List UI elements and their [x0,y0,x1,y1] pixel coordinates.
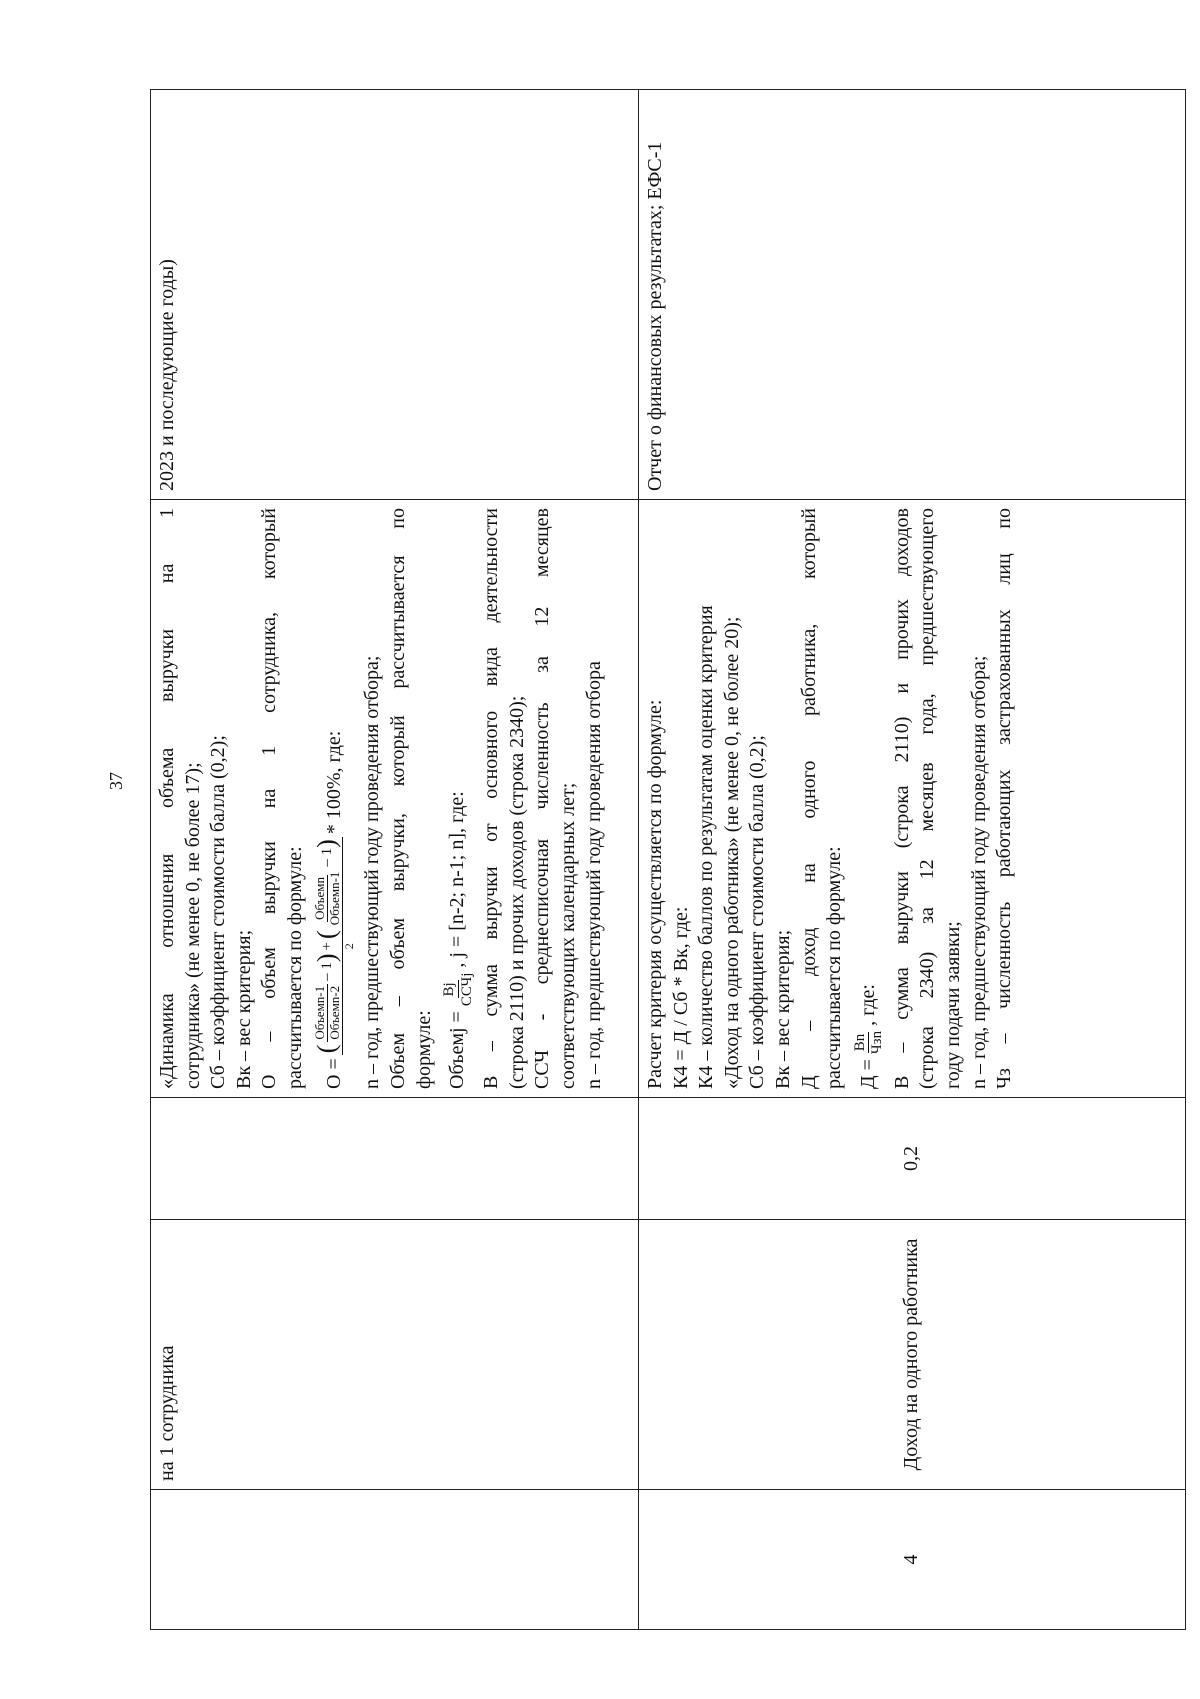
formula-prefix: Д = [856,1059,879,1089]
calc-line: Д – доход на одного работника, который [797,508,820,1089]
formula-suffix: , где: [856,984,879,1026]
volume-j-formula [441,508,475,1089]
calculation-method [639,500,1186,1098]
data-source: Отчет о финансовых результатах; ЕФС-1 [639,90,1186,500]
formula-plus: + [319,941,336,951]
volume-formula [313,508,357,1089]
calc-line: Чз – численность работающих застрахованных лиц по [993,508,1016,1089]
criterion-weight [151,1098,639,1220]
calc-line: Расчет критерия осуществляется по формуле: [644,699,666,1089]
formula-suffix: * 100%, где: [322,730,345,835]
row-number [151,1490,639,1630]
row-number: 4 [639,1490,1186,1630]
calc-line: Объем – объем выручки, который рассчитывается по [386,508,409,1089]
frac-num: Вj [441,982,458,997]
formula-main-fraction: ( Объемn-1 Объемn-2 – 1 ) + ( Объемn Объемn-1 – 1 ) 2 [311,839,357,1054]
calc-line: Сб – коэффициент стоимости балла (0,2); [746,735,769,1089]
calc-line: соответствующих календарных лет; [556,782,579,1089]
calc-line: формуле: [412,1010,435,1089]
frac-den: Объемn-1 [326,871,342,926]
calc-line: рассчитывается по формуле: [283,846,306,1089]
criteria-table [150,89,1186,1630]
frac-num: Объемn [311,876,327,920]
calc-line: (строка 2340) за 12 месяцев года, предшествующего [916,508,939,1089]
calc-line: Сб – коэффициент стоимости балла (0,2); [207,735,230,1089]
calculation-method [151,500,639,1098]
calc-line: К4 = Д / Сб * Вк, где: [669,906,692,1089]
calc-line: ССЧ - среднесписочная численность за 12 месяцев [531,508,554,1089]
criterion-weight: 0,2 [639,1098,1186,1220]
calc-line: «Динамика отношения объема выручки на 1 [156,508,178,1089]
calc-line: В – сумма выручки (строка 2110) и прочих доходов [890,508,913,1089]
frac-den: Объемn-2 [326,985,342,1040]
calc-line: n – год, предшествующий году проведения отбора; [967,655,990,1089]
frac-den: 2 [342,943,357,950]
data-source: 2023 и последующие годы) [151,90,639,500]
frac-den: Чзn [869,1030,886,1055]
frac-num: Вn [851,1033,868,1052]
calc-line: n – год, предшествующий году проведения отбора [582,661,605,1089]
frac-num: Объемn-1 [311,985,327,1040]
formula-minus: – 1 [319,962,336,981]
calc-line: рассчитывается по формуле: [823,846,846,1089]
calc-line: «Доход на одного работника» (не менее 0, не более 20); [720,616,743,1089]
calc-line: Вк – вес критерия; [232,929,255,1089]
table-row [151,90,639,1630]
calc-line: (строка 2110) и прочих доходов (строка 2340); [505,695,528,1089]
calc-line: n – год, предшествующий году проведения отбора; [361,655,384,1089]
frac-den: ССЧj [458,972,475,1007]
document-page [90,90,1190,1630]
criterion-name: на 1 сотрудника [151,1220,639,1490]
formula-minus: – 1 [319,847,336,867]
calc-line: О – объем выручки на 1 сотрудника, который [258,508,281,1089]
calc-line: сотрудника» (не менее 0, не более 17); [181,762,204,1089]
calc-line: К4 – количество баллов по результатам оценки критерия [695,605,718,1089]
formula-suffix: , j = [n-2; n-1; n], где: [446,791,469,968]
calc-line: Вк – вес критерия; [771,929,794,1089]
criterion-name: Доход на одного работника [639,1220,1186,1490]
calc-line: В – сумма выручки от основного вида деятельности [480,508,503,1089]
formula-prefix: Объемj = [446,1011,469,1089]
formula-prefix: О = [322,1058,345,1089]
calc-line: году подачи заявки; [941,921,964,1089]
income-formula [852,508,886,1089]
page-number: 37 [106,772,126,790]
table-row [639,90,1186,1630]
